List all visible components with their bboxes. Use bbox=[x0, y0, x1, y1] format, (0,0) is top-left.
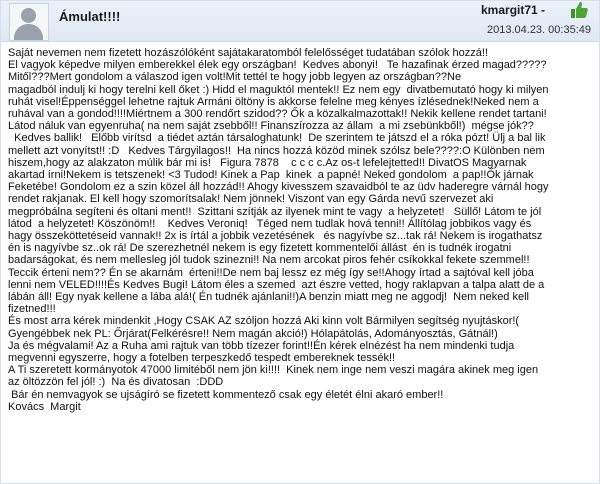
comment-header bbox=[1, 1, 599, 42]
thumbs-up-icon[interactable] bbox=[569, 1, 589, 19]
username-link[interactable]: kmargit71 - bbox=[481, 3, 546, 17]
comment-timestamp: 2013.04.23. 00:35:49 bbox=[487, 24, 591, 36]
comment-body: Saját nevemen nem fizetett hozászólóként sajátakaratomból felelősséget tudatában szólok hozzá!! El vagyok képedve milyen emberekkel élek egy országban! Kedves abonyi! Te hazafinak érzed magad????? Mitől???Mert gondolom a válaszod igen volt!Mit tettél te hogy jobb legyen az országban??Ne magadból indulj ki hogy terelni kell őket :) Hidd el maguktól mentek!! Ez nem egy divatbemutató hogy ki milyen ruhát visel!Éppenséggel lehetne rajtuk Armáni öltöny is akkorse felelne meg kényes ízlésednek!Neked nem a ruhával van a gondod!!!!Miértnem a 300 rendőrt szidod?? Ők a közalkalmazottak!! Nekik kellene rendet tartani! Látod náluk van egyenruha( na nem saját zsebből!! Finanszírozza az állam a mi zsebünkből!) mégse jók?? Kedves ballik! Előbb virítsd a tiédet aztán társaloghatunk! De szerintem te játszd el a róka pózt! Ülj a bal lik mellett azt vonyítst!! :D Kedves Tárgyilagos!! Ha nincs hozzá közöd minek szólsz bele????:O Különben nem hiszem,hogy az alakzaton múlik bár mi is! Figura 7878 c c c c.Az os-t lefelejtetted!! DivatOS Magyarnak akartad írni!Nekem is tetszenek! <3 Tudod! Kinek a Pap kinek a papné! Neked gondolom a pap!!Ők járnak Feketébe! Gondolom ez a szin közel áll hozzád!! Ahogy kivesszem szavaidból te az üdv haderegre várnál hogy rendet rakjanak. El kell hogy szomorítsalak! Nem jönnek! Viszont van egy Gárda nevű szervezet aki megpróbálna segíteni és oltani ment!! Szittani szítják az ilyenek mint te vagy a helyzetet! Süllő! Látom te jól látod a helyzetet! Köszönöm!! Kedves Veroniq! Téged nem tudlak hová tenni!! Állítólag jobbikos vagy és hagy összeköttetéseid vannak!! 2x is írtál a jobbik vezetésének és nagyívbe sz...tak rá! Nekem is irogathatsz én is nagyívbe sz..ok rá! De szerezhetnél nekem is egy fizetett kommentelői állást én is tudnék irogatni badarságokat, és nem mellesleg jól tudok szinezni!! Na nem arcokat piros fehér csíkokkal fekete szemmel!! Teccik érteni nem?? Én se akarnám érteni!!De nem baj lessz ez még így se!!Ahogy írtad a sajtóval kell jóba lenni nem VELED!!!!És Kedves Bugi! Látom éles a szemed azt észre vetted, hogy raklapvan a talpa alatt de a lábán áll! Egy nyak kellene a lába alá!( Én tudnék ajánlani!!)A benzin miatt meg ne aggodj! Nem neked kell fizetned!!! És most arra kérek mindenkit ,Hogy CSAK AZ szóljon hozzá Aki kinn volt Bármilyen segítség nyujtáskor!( Gyengébbek nek PL: Őrjárat(Felkérésre!! Nem magán akció!) Hólapátolás, Adományosztás, Gátnál!) Ja és mégvalami! Az a Ruha ami rajtuk van több tízezer forint!!Én kérek elnézést ha nem mindenki tudja megvenni egyszerre, hogy a fotelben terpeszkedő tespedt embereknek tessék!! A Ti szeretett kormányotok 47000 limitéből nem jön ki!!!! Kinek nem inge nem veszi magára akinek meg igen az öltözzön fel jól! :) Na és divatosan :DDD Bár én nemvagyok se ujságíró se fizetett kommentező csak egy életét élni akaró ember!! Kovács Margit bbox=[8, 47, 549, 413]
avatar[interactable] bbox=[9, 3, 49, 41]
comment-title: Ámulat!!!! bbox=[59, 9, 121, 24]
